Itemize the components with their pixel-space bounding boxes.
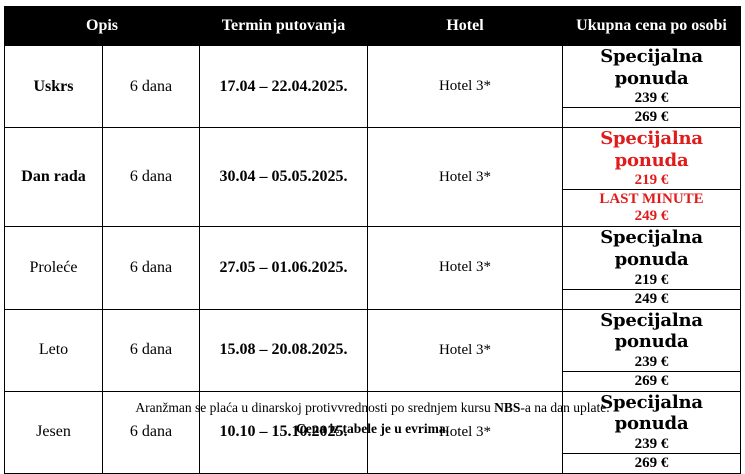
table-row [5, 227, 741, 289]
offer-cell [563, 309, 741, 371]
row-hotel: Hotel 3* [368, 391, 563, 473]
last-minute-label: LAST MINUTE [599, 191, 704, 208]
table-header-row [5, 7, 741, 46]
last-minute-price: 249 € [634, 208, 669, 225]
row-termin: 15.08 – 20.08.2025. [200, 309, 368, 391]
payment-note-before: Aranžman se plaća u dinarskoj protivvrednosti po srednjem kursu [135, 400, 495, 415]
row-trajanje: 6 dana [103, 227, 200, 309]
regular-price: 269 € [563, 108, 741, 128]
offer-price: 219 € [634, 172, 669, 189]
header-hotel: Hotel [368, 7, 563, 46]
offer-label: Specijalna ponuda [600, 46, 703, 89]
offer-cell [563, 128, 741, 190]
row-opis: Uskrs [5, 46, 103, 128]
row-termin: 10.10 – 15.10.2025. [200, 391, 368, 473]
offer-price: 239 € [634, 90, 669, 107]
offer-label: Specijalna ponuda [600, 227, 703, 270]
offer-price: 219 € [634, 271, 669, 288]
row-hotel: Hotel 3* [368, 128, 563, 227]
payment-note [0, 400, 745, 416]
regular-price: 269 € [563, 371, 741, 391]
table-row [5, 309, 741, 371]
row-opis: Proleće [5, 227, 103, 309]
row-trajanje: 6 dana [103, 309, 200, 391]
last-minute-cell [563, 190, 741, 227]
row-termin: 27.05 – 01.06.2025. [200, 227, 368, 309]
row-trajanje: 6 dana [103, 46, 200, 128]
table-row [5, 128, 741, 190]
offer-price: 239 € [634, 435, 669, 452]
payment-note-after: -a na dan uplate. [520, 400, 610, 415]
row-opis: Leto [5, 309, 103, 391]
row-hotel: Hotel 3* [368, 227, 563, 309]
offer-label: Specijalna ponuda [600, 128, 703, 171]
row-opis: Dan rada [5, 128, 103, 227]
header-cena: Ukupna cena po osobi [563, 7, 741, 46]
payment-note-bold: NBS [494, 400, 521, 415]
offer-cell [563, 227, 741, 289]
row-trajanje: 6 dana [103, 128, 200, 227]
header-opis: Opis [5, 7, 200, 46]
offer-price: 239 € [634, 353, 669, 370]
currency-note: Cena iz tabele je u evrima. [296, 421, 449, 436]
row-termin: 17.04 – 22.04.2025. [200, 46, 368, 128]
regular-price: 249 € [563, 289, 741, 309]
regular-price: 269 € [563, 453, 741, 473]
row-termin: 30.04 – 05.05.2025. [200, 128, 368, 227]
row-hotel: Hotel 3* [368, 309, 563, 391]
row-trajanje: 6 dana [103, 391, 200, 473]
header-termin: Termin putovanja [200, 7, 368, 46]
offer-cell [563, 46, 741, 108]
offer-label: Specijalna ponuda [600, 309, 703, 353]
offer-label: Specijalna ponuda [600, 391, 703, 435]
row-hotel: Hotel 3* [368, 46, 563, 128]
row-opis: Jesen [5, 391, 103, 473]
table-row [5, 46, 741, 108]
